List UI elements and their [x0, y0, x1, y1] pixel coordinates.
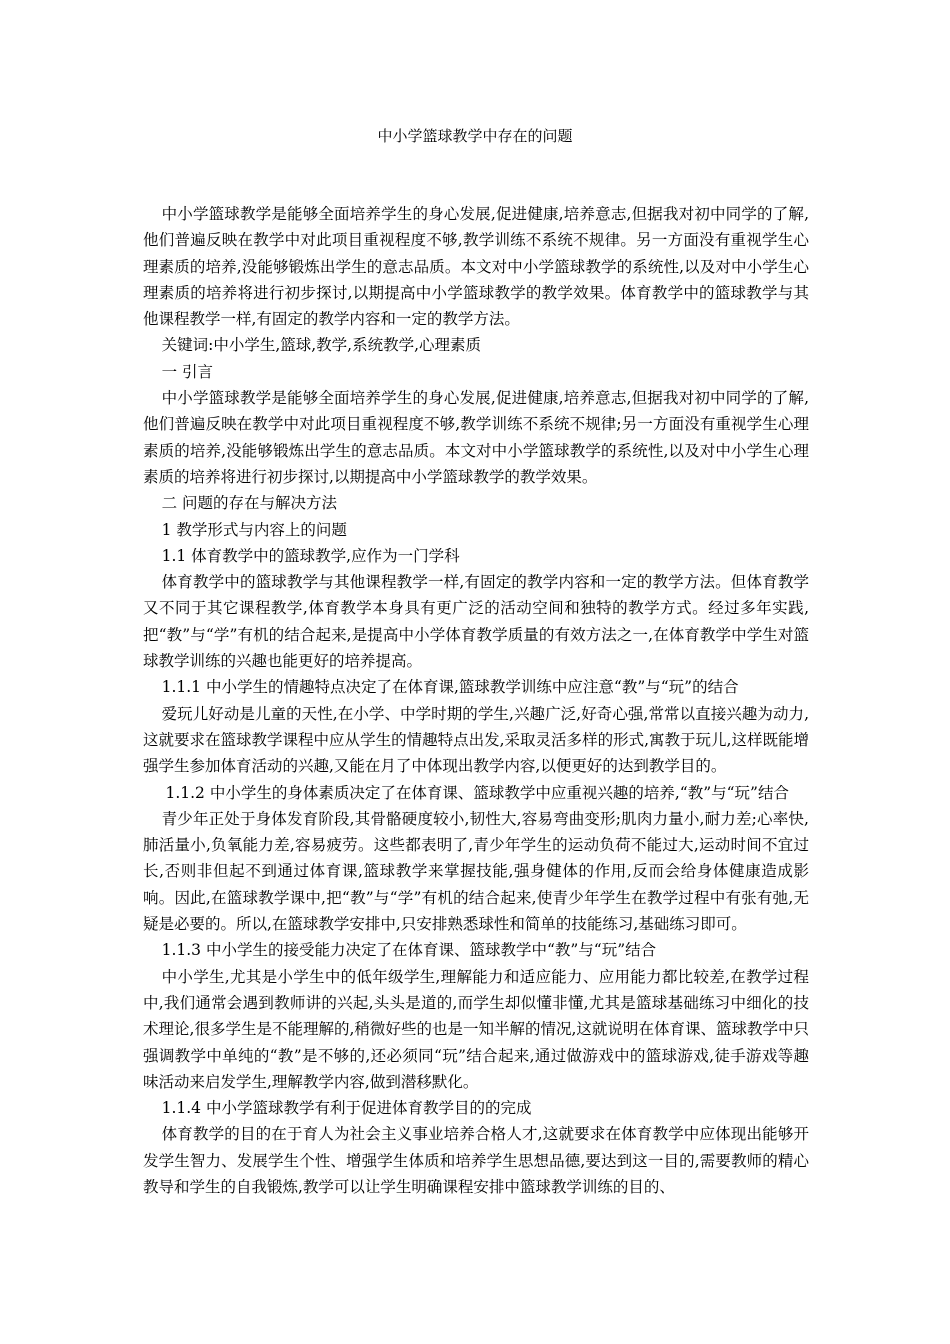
- keywords-line: 关键词:中小学生,篮球,教学,系统教学,心理素质: [161, 336, 482, 355]
- subsection-heading-1-1-2: 1.1.2 中小学生的身体素质决定了在体育课、篮球教学中应重视兴趣的培养,“教”与“玩”结合: [165, 783, 789, 802]
- document-title: 中小学篮球教学中存在的问题: [377, 127, 573, 145]
- subsection-heading-1-1-1: 1.1.1 中小学生的情趣特点决定了在体育课,篮球教学训练中应注意“教”与“玩”的结合: [161, 678, 739, 697]
- paragraph-1-1-2: 青少年正处于身体发育阶段,其骨骼硬度较小,韧性大,容易弯曲变形;肌肉力量小,耐力差;心率快,肺活量小,负氧能力差,容易疲劳。这些都表明了,青少年学生的运动负荷不能过大,运动时间不宜过长,否则非但起不到通过体育课,篮球教学来掌握技能,强身健体的作用,反而会给身体健康造成影响。因此,在篮球教学课中,把“教”与“学”有机的结合起来,使青少年学生在教学过程中有张有弛,无疑是必要的。所以,在篮球教学安排中,只安排熟悉球性和简单的技能练习,基础练习即可。: [143, 809, 809, 934]
- intro-paragraph: 中小学篮球教学是能够全面培养学生的身心发展,促进健康,培养意志,但据我对初中同学的了解,他们普遍反映在教学中对此项目重视程度不够,教学训练不系统不规律;另一方面没有重视学生心理素质的培养,没能够锻炼出学生的意志品质。本文对中小学篮球教学的系统性,以及对中小学生心理素质的培养将进行初步探讨,以期提高中小学篮球教学的教学效果。: [143, 389, 809, 486]
- abstract-paragraph: 中小学篮球教学是能够全面培养学生的身心发展,促进健康,培养意志,但据我对初中同学的了解,他们普遍反映在教学中对此项目重视程度不够,教学训练不系统不规律。另一方面没有重视学生心理素质的培养,没能够锻炼出学生的意志品质。本文对中小学篮球教学的系统性,以及对中小学生心理素质的培养将进行初步探讨,以期提高中小学篮球教学的教学效果。体育教学中的篮球教学与其他课程教学一样,有固定的教学内容和一定的教学方法。: [143, 205, 809, 329]
- subsection-heading-1-1-4: 1.1.4 中小学篮球教学有利于促进体育教学目的的完成: [161, 1099, 532, 1118]
- section-heading-intro: 一 引言: [161, 362, 214, 381]
- document-body: [143, 201, 809, 1200]
- subsection-heading-1-1-3: 1.1.3 中小学生的接受能力决定了在体育课、篮球教学中“教”与“玩”结合: [161, 941, 657, 960]
- subsection-heading-1-1: 1.1 体育教学中的篮球教学,应作为一门学科: [161, 546, 460, 565]
- paragraph-1-1-4: 体育教学的目的在于育人为社会主义事业培养合格人才,这就要求在体育教学中应体现出能够开发学生智力、发展学生个性、增强学生体质和培养学生思想品德,要达到这一目的,需要教师的精心教导和学生的自我锻炼,教学可以让学生明确课程安排中篮球教学训练的目的、: [143, 1125, 809, 1196]
- paragraph-1-1: 体育教学中的篮球教学与其他课程教学一样,有固定的教学内容和一定的教学方法。但体育教学又不同于其它课程教学,体育教学本身具有更广泛的活动空间和独特的教学方式。经过多年实践,把“教”与“学”有机的结合起来,是提高中小学体育教学质量的有效方法之一,在体育教学中学生对篮球教学训练的兴趣也能更好的培养提高。: [143, 573, 809, 671]
- paragraph-1-1-3: 中小学生,尤其是小学生中的低年级学生,理解能力和适应能力、应用能力都比较差,在教学过程中,我们通常会遇到教师讲的兴起,头头是道的,而学生却似懂非懂,尤其是篮球基础练习中细化的技术理论,很多学生是不能理解的,稍微好些的也是一知半解的情况,这就说明在体育课、篮球教学中只强调教学中单纯的“教”是不够的,还必须同“玩”结合起来,通过做游戏中的篮球游戏,徒手游戏等趣味活动来启发学生,理解教学内容,做到潜移默化。: [143, 967, 809, 1091]
- section-heading-problems: 二 问题的存在与解决方法: [161, 494, 338, 513]
- subsection-heading-1: 1 教学形式与内容上的问题: [161, 520, 347, 539]
- paragraph-1-1-1: 爱玩儿好动是儿童的天性,在小学、中学时期的学生,兴趣广泛,好奇心强,常常以直接兴趣为动力,这就要求在篮球教学课程中应从学生的情趣特点出发,采取灵活多样的形式,寓教于玩儿,这样既能增强学生参加体育活动的兴趣,又能在月了中体现出教学内容,以便更好的达到教学目的。: [143, 704, 809, 776]
